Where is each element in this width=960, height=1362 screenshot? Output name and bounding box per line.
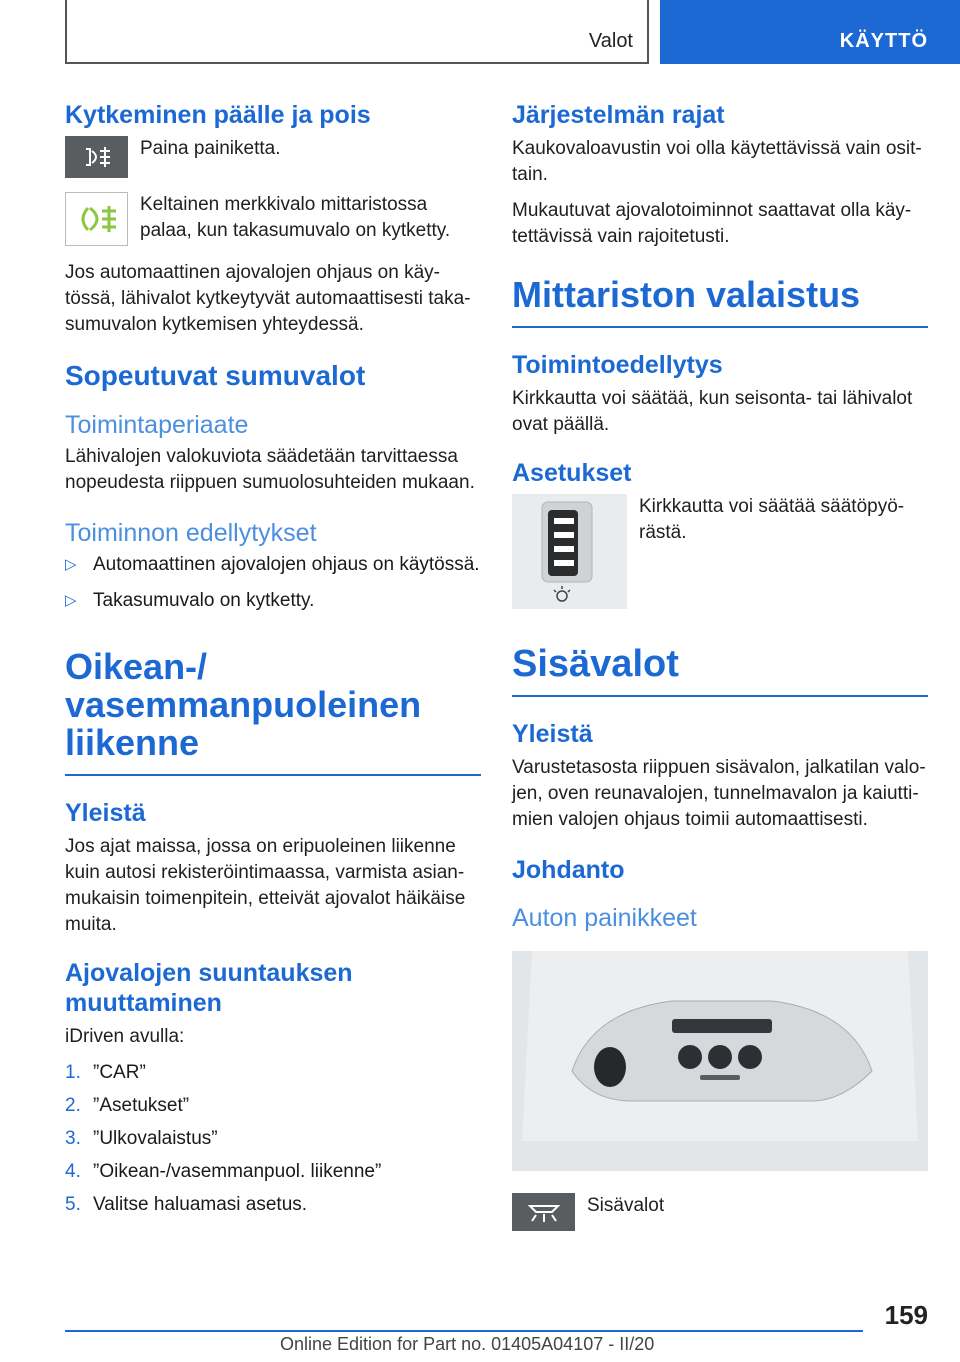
heading-ajovalojen: Ajovalojen suuntauksen muuttaminen: [65, 959, 353, 1017]
rear-fog-button-icon: [65, 136, 128, 178]
rear-fog-indicator-icon: [65, 192, 128, 246]
heading-kytkeminen: Kytkeminen päälle ja pois: [65, 101, 371, 129]
step-text: ”Asetukset”: [93, 1095, 190, 1116]
heading-jarjestelman: Järjestelmän rajat: [512, 101, 725, 129]
heading-asetukset: Asetukset: [512, 459, 632, 487]
interior-light-row: [512, 1193, 928, 1231]
heading-sisavalot: Sisävalot: [512, 645, 928, 697]
step-item: [65, 1126, 481, 1152]
icon-row-button: [65, 136, 481, 178]
step-number: 4.: [65, 1161, 81, 1182]
triangle-bullet-icon: ▷: [65, 592, 77, 609]
step-number: 1.: [65, 1062, 81, 1083]
footer-edition: Online Edition for Part no. 01405A04107 - II/20: [280, 1334, 655, 1354]
text-kaukovalo: Kaukovaloavustin voi olla käytettävissä vain osit- tain.: [512, 138, 922, 185]
text-kirkkautta2: Kirkkautta voi säätää säätöpyö- rästä.: [639, 496, 905, 543]
header-tab: [660, 0, 960, 64]
step-text: ”Oikean-/vasemmanpuol. liikenne”: [93, 1161, 382, 1182]
text-kirkkautta1: Kirkkautta voi säätää, kun seisonta- tai lähivalot ovat päällä.: [512, 388, 913, 435]
step-number: 5.: [65, 1194, 81, 1215]
step-item: [65, 1093, 481, 1119]
step-number: 2.: [65, 1095, 81, 1116]
heading-mittariston: Mittariston valaistus: [512, 276, 928, 328]
text-jos-ajat: Jos ajat maissa, jossa on eripuoleinen liikenne kuin autosi rekisteröintimaassa, varmista asian- mukaisin toimenpitein, etteivät ajovalot häikäise muita.: [65, 836, 466, 935]
step-item: [65, 1192, 481, 1218]
bullet-item: [65, 588, 481, 614]
bullet-item: [65, 552, 481, 578]
heading-auton: Auton painikkeet: [512, 904, 697, 932]
bullet-text: Automaattinen ajovalojen ohjaus on käytössä.: [93, 554, 480, 575]
text-varustetasosta: Varustetasosta riippuen sisävalon, jalkatilan valo- jen, oven reunavalojen, tunnelmavalon ja kaiutti- mien valojen ohjaus toimii automaattisesti.: [512, 757, 926, 830]
step-number: 3.: [65, 1128, 81, 1149]
ceiling-console-image: [512, 951, 928, 1171]
text-sisavalot: Sisävalot: [587, 1195, 665, 1216]
heading-yleista-right: Yleistä: [512, 720, 593, 748]
text-lahivalojen: Lähivalojen valokuviota säädetään tarvittaessa nopeudesta riippuen sumuolosuhteiden mukaan.: [65, 446, 475, 493]
step-text: ”CAR”: [93, 1062, 146, 1083]
step-item: [65, 1159, 481, 1185]
page-number: 159: [884, 1300, 928, 1330]
dimmer-row: [512, 494, 928, 609]
dimmer-wheel-image: [512, 494, 627, 609]
heading-sopeutuvat: Sopeutuvat sumuvalot: [65, 360, 366, 391]
heading-toimintoedellytys: Toimintoedellytys: [512, 351, 723, 379]
triangle-bullet-icon: ▷: [65, 556, 77, 573]
heading-oikean: Oikean-/ vasemmanpuoleinen liikenne: [65, 648, 481, 776]
header-tab-label: KÄYTTÖ: [839, 30, 928, 52]
text-idriven: iDriven avulla:: [65, 1026, 185, 1047]
text-mukautuvat: Mukautuvat ajovalotoiminnot saattavat olla käy- tettävissä vain rajoitetusti.: [512, 200, 912, 247]
heading-toimintaperiaate: Toimintaperiaate: [65, 411, 249, 439]
header-box: [65, 0, 649, 64]
step-text: ”Ulkovalaistus”: [93, 1128, 218, 1149]
heading-toiminnon: Toiminnon edellytykset: [65, 519, 317, 547]
footer-divider: [65, 1330, 863, 1332]
text-jos-auto: Jos automaattinen ajovalojen ohjaus on käy- tössä, lähivalot kytkeytyvät automaattisesti taka- sumuvalon kytkemisen yhteydessä.: [65, 262, 471, 335]
step-text: Valitse haluamasi asetus.: [93, 1194, 308, 1215]
text-paina: Paina painiketta.: [140, 138, 281, 159]
right-column: [512, 100, 928, 1245]
interior-light-icon: [512, 1193, 575, 1231]
left-column: [65, 100, 481, 1225]
heading-yleista-left: Yleistä: [65, 799, 146, 827]
text-keltainen: Keltainen merkkivalo mittaristossa palaa, kun takasumuvalo on kytketty.: [140, 194, 451, 241]
step-list: [65, 1060, 481, 1218]
icon-row-indicator: [65, 192, 481, 246]
header-section-title: Valot: [588, 30, 633, 52]
bullet-text: Takasumuvalo on kytketty.: [93, 590, 315, 611]
heading-johdanto: Johdanto: [512, 856, 625, 884]
step-item: [65, 1060, 481, 1086]
